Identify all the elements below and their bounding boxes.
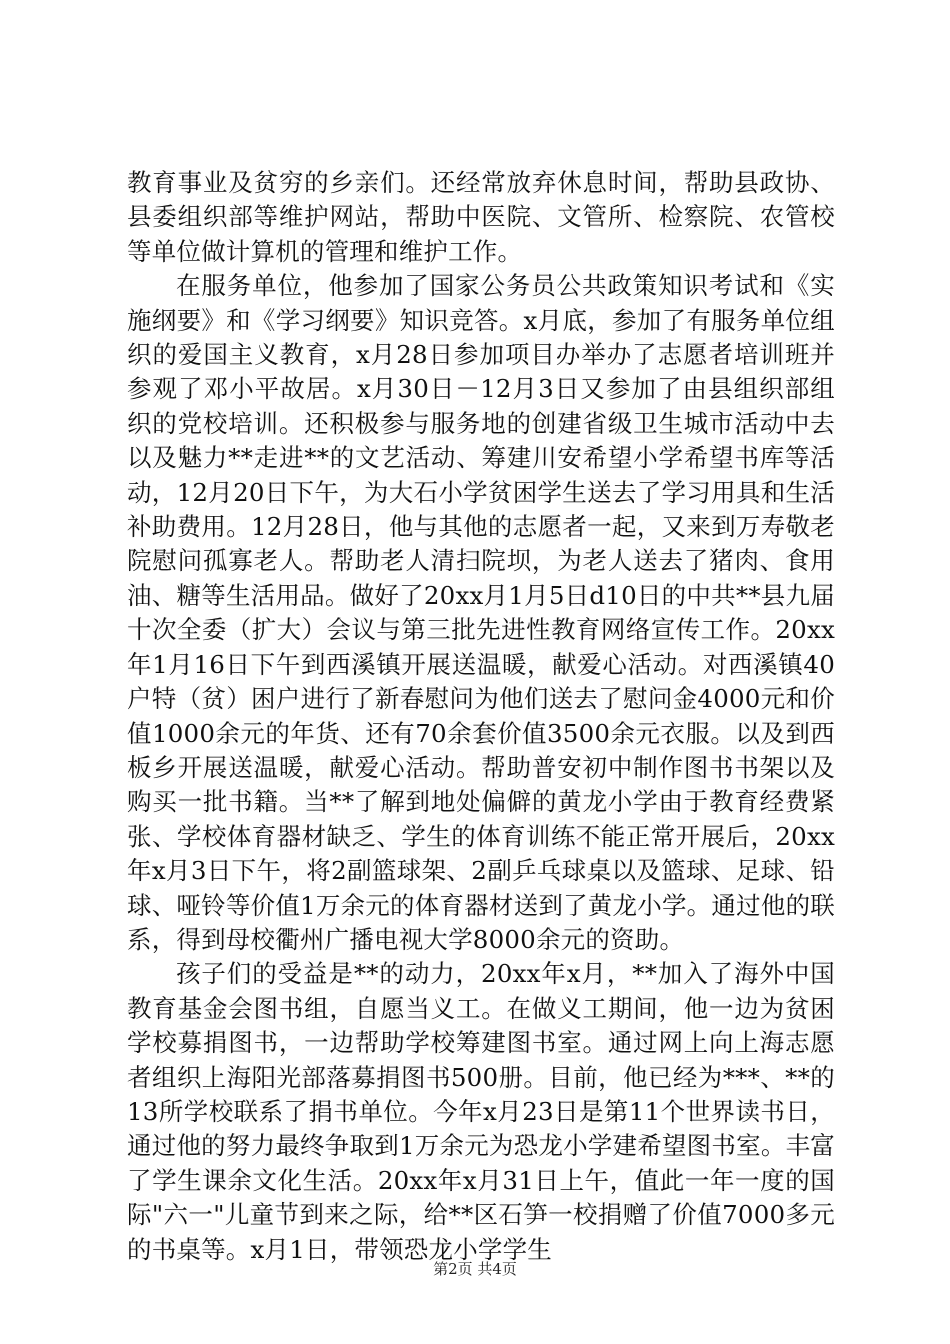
page-footer: 第2页 共4页 — [433, 1260, 517, 1278]
paragraph-1: 教育事业及贫穷的乡亲们。还经常放弃休息时间，帮助县政协、县委组织部等维护网站，帮助中医院、文管所、检察院、农管校等单位做计算机的管理和维护工作。 — [127, 168, 835, 266]
paragraph-3: 孩子们的受益是**的动力，20xx年x月，**加入了海外中国教育基金会图书组，自愿当义工。在做义工期间，他一边为贫困学校募捐图书，一边帮助学校筹建图书室。通过网上向上海志愿者组织上海阳光部落募捐图书500册。目前，他已经为***、**的13所学校联系了捐书单位。今年x月23日是第11个世界读书日，通过他的努力最终争取到1万余元为恐龙小学建希望图书室。丰富了学生课余文化生活。20xx年x月31日上午，值此一年一度的国际"六一"儿童节到来之际，给**区石笋一校捐赠了价值7000多元的书桌等。x月1日，带领恐龙小学学生 — [127, 959, 835, 1264]
document-body — [127, 166, 835, 1267]
paragraph-2: 在服务单位，他参加了国家公务员公共政策知识考试和《实施纲要》和《学习纲要》知识竞答。x月底，参加了有服务单位组织的爱国主义教育，x月28日参加项目办举办了志愿者培训班并参观了邓小平故居。x月30日－12月3日又参加了由县组织部组织的党校培训。还积极参与服务地的创建省级卫生城市活动中去以及魅力**走进**的文艺活动、筹建川安希望小学希望书库等活动，12月20日下午，为大石小学贫困学生送去了学习用具和生活补助费用。12月28日，他与其他的志愿者一起，又来到万寿敬老院慰问孤寡老人。帮助老人清扫院坝，为老人送去了猪肉、食用油、糖等生活用品。做好了20xx月1月5日d10日的中共**县九届十次全委（扩大）会议与第三批先进性教育网络宣传工作。20xx年1月16日下午到西溪镇开展送温暖，献爱心活动。对西溪镇40户特（贫）困户进行了新春慰问为他们送去了慰问金4000元和价值1000余元的年货、还有70余套价值3500余元衣服。以及到西板乡开展送温暖，献爱心活动。帮助普安初中制作图书书架以及购买一批书籍。当**了解到地处偏僻的黄龙小学由于教育经费紧张、学校体育器材缺乏、学生的体育训练不能正常开展后，20xx年x月3日下午，将2副篮球架、2副乒乓球桌以及篮球、足球、铅球、哑铃等价值1万余元的体育器材送到了黄龙小学。通过他的联系，得到母校衢州广播电视大学8000余元的资助。 — [127, 271, 835, 954]
